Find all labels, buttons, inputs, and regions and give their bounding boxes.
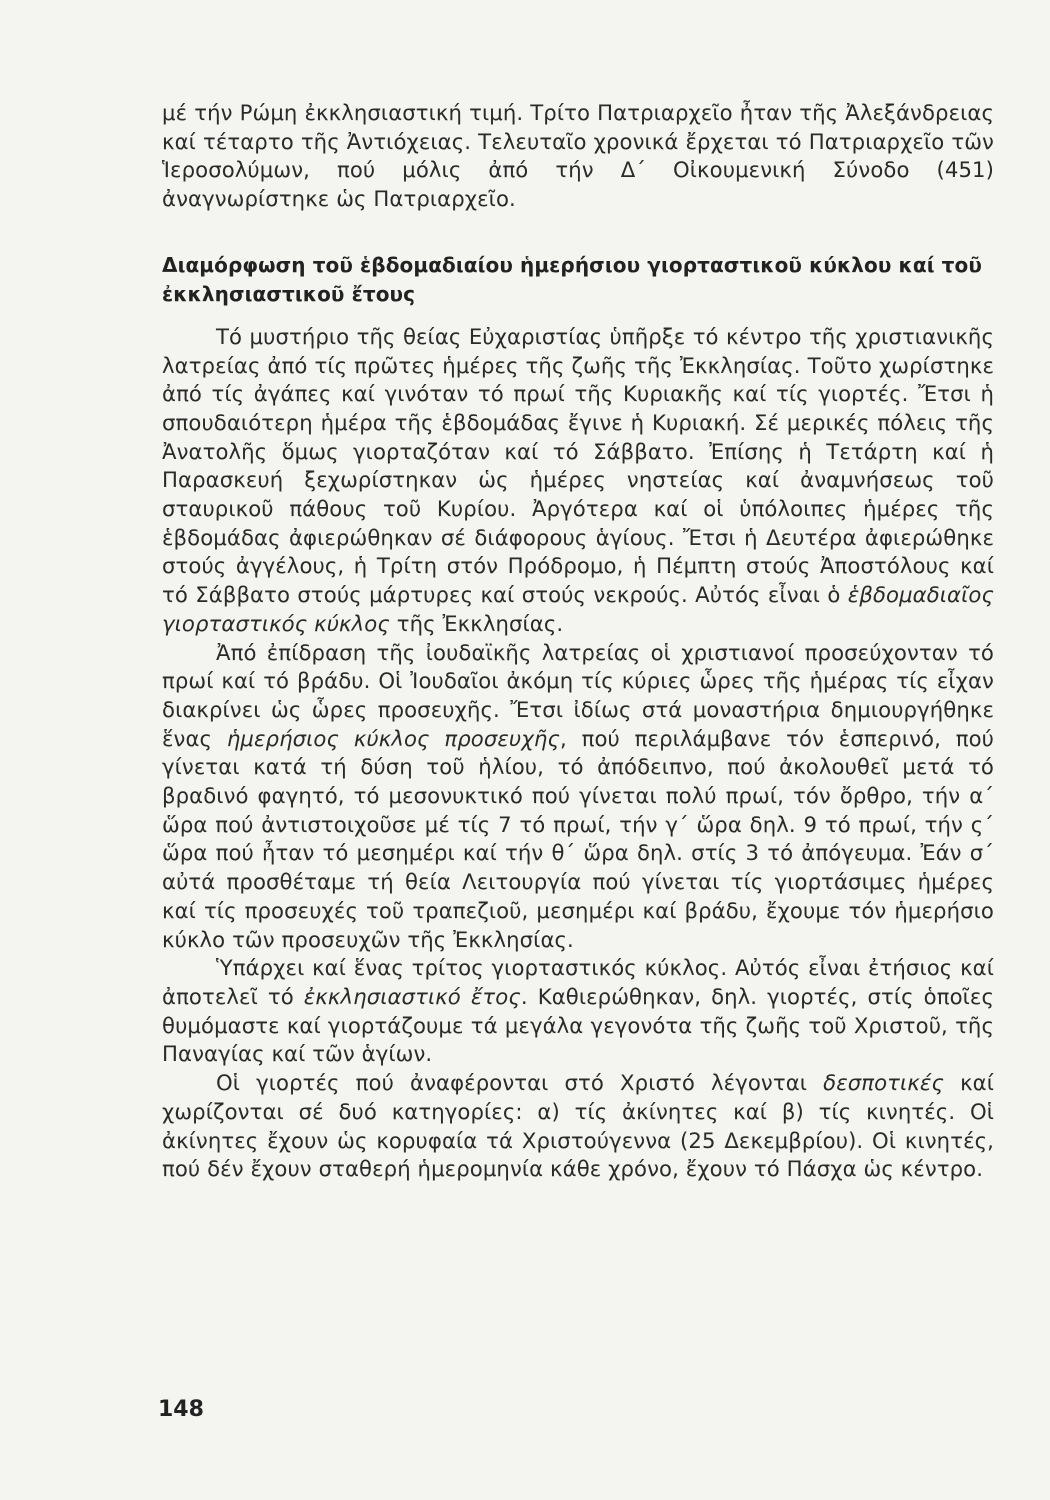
italic-term: ἡμερήσιος κύκλος προσευχῆς [226, 725, 560, 751]
paragraph-text: Τό μυστήριο τῆς θείας Εὐχαριστίας ὑπῆρξε τό κέντρο τῆς χριστιανικῆς λατρείας ἀπό τίς πρῶτες ἡμέρες τῆς ζωῆς τῆς Ἐκκλησίας. Τοῦτο χωρίστηκε ἀπό τίς ἀγάπες καί γινόταν τό πρωί τῆς Κυριακῆς καί τίς γιορτές. Ἔτσι ἡ σπουδαιότερη ἡμέρα τῆς ἑβδομάδας ἔγινε ἡ Κυριακή. Σέ μερικές πόλεις τῆς Ἀνατολῆς ὅμως γιορταζόταν καί τό Σάββατο. Ἐπίσης ἡ Τετάρτη καί ἡ Παρασκευή ξεχωρίστηκαν ὡς ἡμέρες νηστείας καί ἀναμνήσεως τοῦ σταυρικοῦ πάθους τοῦ Κυρίου. Ἀργότερα καί οἱ ὑπόλοιπες ἡμέρες τῆς ἑβδομάδας ἀφιερώθηκαν σέ διάφορους ἁγίους. Ἔτσι ἡ Δευτέρα ἀφιερώθηκε στούς ἀγγέλους, ἡ Τρίτη στόν Πρόδρομο, ἡ Πέμπτη στούς Ἀποστόλους καί τό Σάββατο στούς μάρτυρες καί στούς νεκρούς. Αὐτός εἶναι ὁ [162, 323, 994, 608]
paragraph-text: Ὑπάρχει καί ἕνας τρίτος γιορταστικός κύκλος. Αὐτός εἶναι ἐτήσιος καί ἀποτελεῖ τό [162, 955, 994, 1009]
italic-term: ἐκκλησιαστικό ἔτος [303, 983, 521, 1009]
intro-paragraph: μέ τήν Ρώμη ἐκκλησιαστική τιμή. Τρίτο Πατριαρχεῖο ἦταν τῆς Ἀλεξάνδρειας καί τέταρτο τῆς Ἀντιόχειας. Τελευταῖο χρονικά ἔρχεται τό Πατριαρχεῖο τῶν Ἱεροσολύμων, πού μόλις ἀπό τήν Δ΄ Οἰκουμενική Σύνοδο (451) ἀναγνωρίστηκε ὡς Πατριαρχεῖο. [162, 100, 994, 212]
paragraph-text: Οἱ γιορτές πού ἀναφέρονται στό Χριστό λέγονται [216, 1070, 824, 1096]
italic-term: δεσποτικές [823, 1070, 944, 1096]
page-number: 148 [158, 1397, 204, 1422]
paragraph-text: καί χωρίζονται σέ δυό κατηγορίες: α) τίς ἀκίνητες καί β) τίς κινητές. Οἱ ἀκίνητες ἔχουν ὡς κορυφαία τά Χριστούγεννα (25 Δεκεμβρίου). Οἱ κινητές, πού δέν ἔχουν σταθερή ἡμερομηνία κάθε χρόνο, ἔχουν τό Πάσχα ὡς κέντρο. [162, 1070, 994, 1182]
paragraph-text: , πού περιλάμβανε τόν ἑσπερινό, πού γίνεται κατά τή δύση τοῦ ἡλίου, τό ἀπόδειπνο, πού ἀκολουθεῖ μετά τό βραδινό φαγητό, τό μεσονυκτικό πού γίνεται πολύ πρωί, τόν ὄρθρο, τήν α΄ ὥρα πού ἀντιστοιχοῦσε μέ τίς 7 τό πρωί, τήν γ΄ ὥρα δηλ. 9 τό πρωί, τήν ς΄ ὥρα πού ἦταν τό μεσημέρι καί τήν θ΄ ὥρα δηλ. στίς 3 τό ἀπόγευμα. Ἐάν σ΄ αὐτά προσθέταμε τή θεία Λειτουργία πού γίνεται τίς γιορτάσιμες ἡμέρες καί τίς προσευχές τοῦ τραπεζιοῦ, μεσημέρι καί βράδυ, ἔχουμε τόν ἡμερήσιο κύκλο τῶν προσευχῶν τῆς Ἐκκλησίας. [162, 725, 994, 952]
paragraph-text: Ἀπό ἐπίδραση τῆς ἰουδαϊκῆς λατρείας οἱ χριστιανοί προσεύχονταν τό πρωί καί τό βράδυ. Οἱ Ἰουδαῖοι ἀκόμη τίς κύριες ὧρες τῆς ἡμέρας τίς εἶχαν διακρίνει ὡς ὧρες προσευχῆς. Ἔτσι ἰδίως στά μοναστήρια δημιουργήθηκε ἕνας [162, 639, 994, 751]
paragraph-feasts [162, 1069, 994, 1184]
page-text [162, 99, 994, 1184]
paragraph-daily-cycle [162, 639, 994, 955]
italic-term: ἑβδομαδιαῖος γιορταστικός κύκλος [162, 582, 994, 636]
section-heading: Διαμόρφωση τοῦ ἑβδομαδιαίου ἡμερήσιου γιορταστικοῦ κύκλου καί τοῦ ἐκκλησιαστικοῦ ἔτους [162, 252, 982, 306]
paragraph-text: . Καθιερώθηκαν, δηλ. γιορτές, στίς ὁποῖες θυμόμαστε καί γιορτάζουμε τά μεγάλα γεγονότα τῆς ζωῆς τοῦ Χριστοῦ, τῆς Παναγίας καί τῶν ἁγίων. [162, 983, 994, 1067]
paragraph-text: τῆς Ἐκκλησίας. [389, 610, 564, 636]
paragraph-weekly-cycle [162, 323, 994, 639]
paragraph-annual-cycle [162, 954, 994, 1069]
